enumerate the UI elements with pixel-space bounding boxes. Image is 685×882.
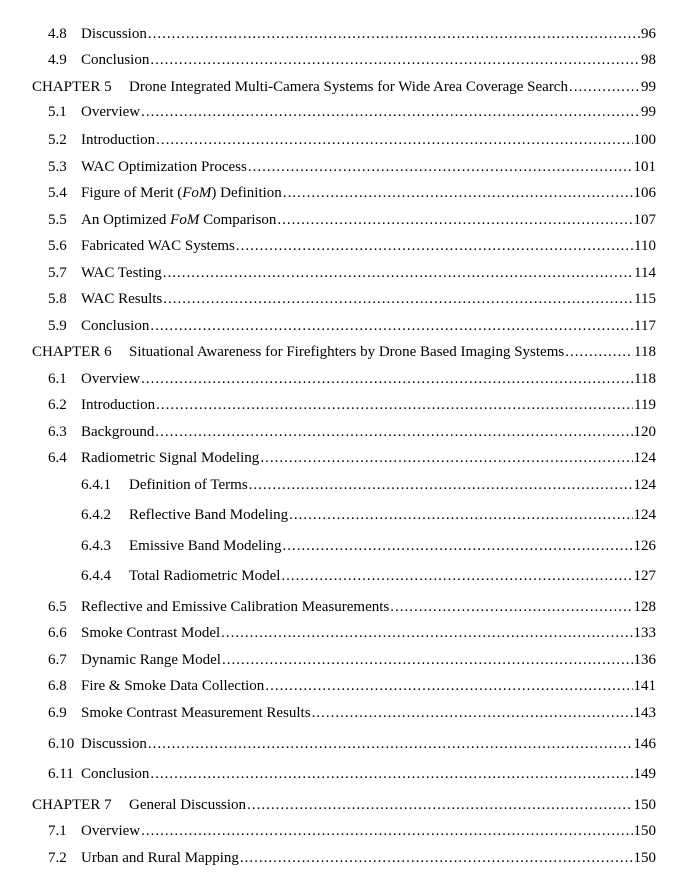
toc-page: 150 [633, 797, 656, 813]
toc-number: 6.11 [48, 766, 74, 782]
toc-page: 124 [633, 507, 656, 523]
dot-leader [260, 448, 632, 468]
toc-number: 6.4.1 [81, 477, 111, 493]
toc-title: Fire & Smoke Data Collection [81, 678, 265, 694]
toc-number: 5.7 [48, 265, 67, 281]
toc-page: 119 [634, 397, 656, 413]
toc-number: 5.5 [48, 212, 67, 228]
toc-page: 99 [641, 104, 656, 120]
toc-title: Overview [81, 104, 141, 120]
dot-leader [390, 597, 632, 617]
toc-chapter-entry[interactable] [0, 77, 685, 97]
toc-entry[interactable] [0, 597, 685, 617]
toc-number: 7.1 [48, 823, 67, 839]
toc-title: Overview [81, 371, 141, 387]
toc-title: Total Radiometric Model [129, 568, 281, 584]
toc-title: Background [81, 424, 155, 440]
toc-page: 107 [633, 212, 656, 228]
toc-number: 4.9 [48, 52, 67, 68]
dot-leader [150, 316, 633, 336]
dot-leader [150, 764, 632, 784]
toc-title: Urban and Rural Mapping [81, 850, 239, 866]
toc-title: Smoke Contrast Measurement Results [81, 705, 311, 721]
toc-entry[interactable] [0, 764, 685, 784]
toc-number: CHAPTER 7 [32, 797, 112, 813]
toc-entry[interactable] [0, 316, 685, 336]
toc-number: CHAPTER 5 [32, 79, 112, 95]
toc-entry[interactable] [0, 289, 685, 309]
toc-entry[interactable] [0, 130, 685, 150]
dot-leader [236, 236, 633, 256]
toc-title: WAC Optimization Process [81, 159, 247, 175]
toc-title: Figure of Merit (FoM) Definition [81, 185, 282, 201]
toc-entry[interactable] [0, 734, 685, 754]
toc-page: 98 [641, 52, 656, 68]
toc-subentry[interactable] [0, 475, 685, 495]
dot-leader [248, 157, 633, 177]
toc-number: 5.4 [48, 185, 67, 201]
toc-page: 146 [633, 736, 656, 752]
toc-number: 4.8 [48, 26, 67, 42]
toc-page: 118 [634, 344, 656, 360]
dot-leader [141, 369, 633, 389]
dot-leader [249, 475, 633, 495]
toc-page: 120 [633, 424, 656, 440]
toc-page: 118 [634, 371, 656, 387]
dot-leader [569, 77, 640, 97]
toc-page: 114 [634, 265, 656, 281]
toc-title: Dynamic Range Model [81, 652, 221, 668]
toc-chapter-entry[interactable] [0, 342, 685, 362]
dot-leader [289, 505, 632, 525]
toc-number: 6.1 [48, 371, 67, 387]
toc-title: Drone Integrated Multi-Camera Systems for Wide Area Coverage Search [129, 79, 568, 95]
toc-title: Reflective Band Modeling [129, 507, 289, 523]
toc-page: 101 [633, 159, 656, 175]
dot-leader [222, 650, 633, 670]
toc-title: Discussion [81, 736, 147, 752]
toc-page: 133 [633, 625, 656, 641]
toc-entry[interactable] [0, 236, 685, 256]
dot-leader [155, 422, 632, 442]
toc-title: Fabricated WAC Systems [81, 238, 235, 254]
toc-entry[interactable] [0, 157, 685, 177]
toc-chapter-entry[interactable] [0, 795, 685, 815]
toc-number: 5.3 [48, 159, 67, 175]
toc-page: 100 [633, 132, 656, 148]
toc-page: 143 [633, 705, 656, 721]
toc-page: 96 [641, 26, 656, 42]
toc-entry[interactable] [0, 102, 685, 122]
toc-page: 124 [633, 450, 656, 466]
dot-leader [283, 183, 633, 203]
toc-page: 124 [633, 477, 656, 493]
toc-number: 6.4.3 [81, 538, 111, 554]
toc-title: Introduction [81, 132, 156, 148]
toc-entry[interactable] [0, 395, 685, 415]
toc-page: 106 [633, 185, 656, 201]
toc-title: Reflective and Emissive Calibration Measurements [81, 599, 390, 615]
toc-number: 6.9 [48, 705, 67, 721]
toc-number: 6.4.4 [81, 568, 111, 584]
toc-page: 110 [634, 238, 656, 254]
dot-leader [156, 395, 633, 415]
toc-page: 117 [634, 318, 656, 334]
toc-title: Radiometric Signal Modeling [81, 450, 260, 466]
dot-leader [156, 130, 632, 150]
dot-leader [221, 623, 632, 643]
toc-title: Smoke Contrast Model [81, 625, 221, 641]
toc-number: 7.2 [48, 850, 67, 866]
toc-entry[interactable] [0, 263, 685, 283]
toc-title: WAC Testing [81, 265, 162, 281]
toc-title: Discussion [81, 26, 147, 42]
toc-number: 6.4 [48, 450, 67, 466]
toc-title: Definition of Terms [129, 477, 248, 493]
toc-entry[interactable] [0, 210, 685, 230]
toc-entry[interactable] [0, 848, 685, 868]
toc-title: Conclusion [81, 766, 150, 782]
toc-title: An Optimized FoM Comparison [81, 212, 277, 228]
toc-page: 141 [633, 678, 656, 694]
toc-page: 150 [633, 850, 656, 866]
dot-leader [141, 821, 632, 841]
toc-entry[interactable] [0, 623, 685, 643]
toc-entry[interactable] [0, 676, 685, 696]
toc-number: 5.2 [48, 132, 67, 148]
toc-title: Emissive Band Modeling [129, 538, 282, 554]
toc-title: Introduction [81, 397, 156, 413]
dot-leader [240, 848, 633, 868]
toc-number: 6.6 [48, 625, 67, 641]
toc-number: 6.8 [48, 678, 67, 694]
toc-number: 5.9 [48, 318, 67, 334]
toc-entry[interactable] [0, 448, 685, 468]
toc-page: 126 [633, 538, 656, 554]
toc-title: General Discussion [129, 797, 247, 813]
toc-title: Conclusion [81, 52, 150, 68]
dot-leader [150, 50, 640, 70]
dot-leader [281, 566, 632, 586]
toc-entry[interactable] [0, 703, 685, 723]
toc-entry[interactable] [0, 24, 685, 44]
toc-title: Overview [81, 823, 141, 839]
dot-leader [148, 24, 640, 44]
dot-leader [148, 734, 633, 754]
dot-leader [141, 102, 640, 122]
toc-entry[interactable] [0, 50, 685, 70]
toc-title: Conclusion [81, 318, 150, 334]
toc-number: 6.7 [48, 652, 67, 668]
toc-number: 6.10 [48, 736, 75, 752]
toc-number: 6.5 [48, 599, 67, 615]
toc-entry[interactable] [0, 183, 685, 203]
dot-leader [163, 289, 633, 309]
toc-number: 6.3 [48, 424, 67, 440]
dot-leader [312, 703, 633, 723]
toc-number: 5.1 [48, 104, 67, 120]
toc-number: 5.6 [48, 238, 67, 254]
toc-page: 150 [633, 823, 656, 839]
toc-number: CHAPTER 6 [32, 344, 112, 360]
toc-subentry[interactable] [0, 566, 685, 586]
toc-page: 115 [634, 291, 656, 307]
toc-entry[interactable] [0, 422, 685, 442]
toc-subentry[interactable] [0, 536, 685, 556]
toc-entry[interactable] [0, 650, 685, 670]
dot-leader [265, 676, 632, 696]
dot-leader [277, 210, 632, 230]
toc-entry[interactable] [0, 369, 685, 389]
toc-page: 136 [633, 652, 656, 668]
toc-page: 128 [633, 599, 656, 615]
dot-leader [163, 263, 633, 283]
toc-title: Situational Awareness for Firefighters by Drone Based Imaging Systems [129, 344, 565, 360]
toc-number: 6.2 [48, 397, 67, 413]
toc-entry[interactable] [0, 821, 685, 841]
dot-leader [565, 342, 633, 362]
toc-page: 127 [633, 568, 656, 584]
dot-leader [283, 536, 633, 556]
toc-number: 5.8 [48, 291, 67, 307]
toc-number: 6.4.2 [81, 507, 111, 523]
dot-leader [247, 795, 632, 815]
toc-subentry[interactable] [0, 505, 685, 525]
toc-page: 99 [641, 79, 656, 95]
toc-page: 149 [633, 766, 656, 782]
toc-title: WAC Results [81, 291, 163, 307]
